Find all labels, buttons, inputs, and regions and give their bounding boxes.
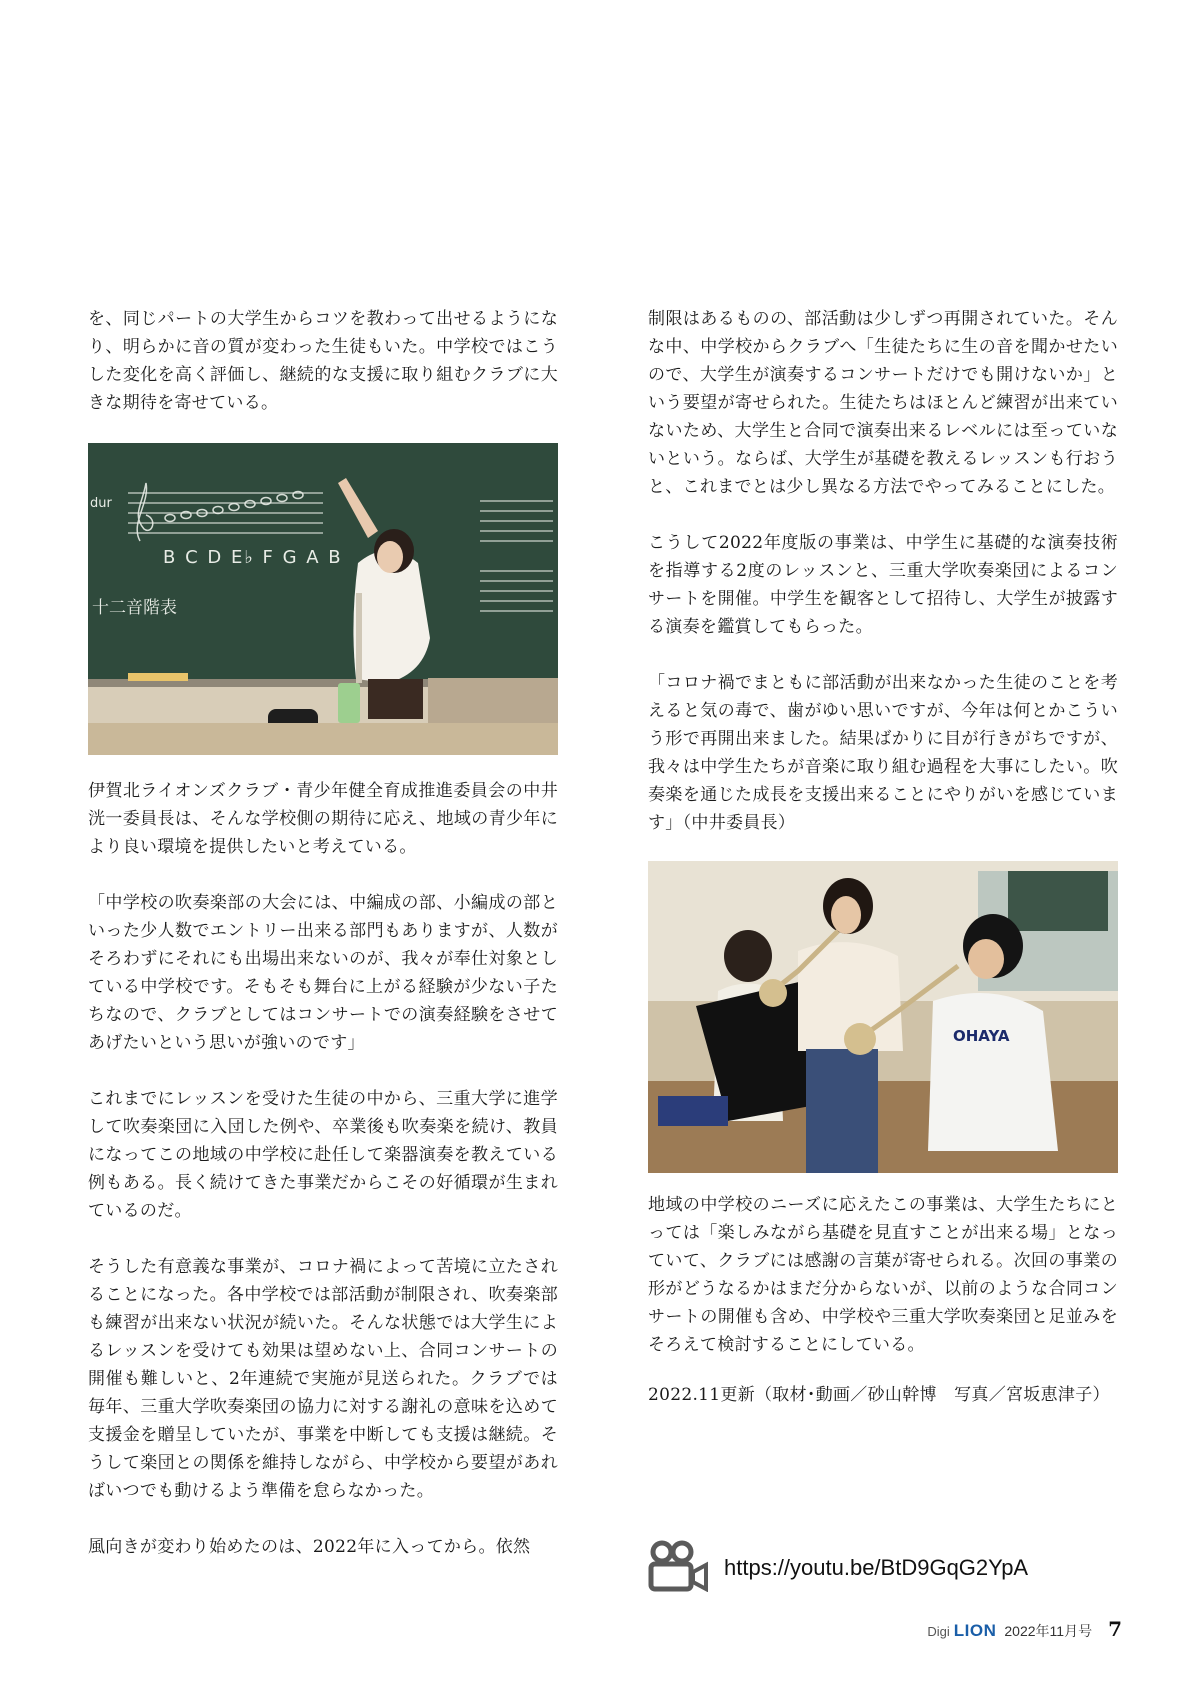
photo-blackboard-image [88,443,558,755]
issue-date: 2022年11月号 [1004,1623,1093,1639]
body-paragraph: これまでにレッスンを受けた生徒の中から、三重大学に進学して吹奏楽団に入団した例や、卒業後も吹奏楽を続け、教員になってこの地域の中学校に赴任して楽器演奏を教えている例もある。長く続けてきた事業だからこその好循環が生まれているのだ。 [88,1089,558,1221]
left-column [88,305,558,1561]
body-paragraph: そうした有意義な事業が、コロナ禍によって苦境に立たされることになった。各中学校では部活動が制限され、吹奏楽部も練習が出来ない状況が続いた。そんな状態では大学生によるレッスンを受けても効果は望めない上、合同コンサートの開催も難しいと、2年連続で実施が見送られた。クラブでは毎年、三重大学吹奏楽団の協力に対する謝礼の意味を込めて支援金を贈呈していたが、事業を中断しても支援は継続。そうして楽団との関係を維持しながら、中学校から要望があればいつでも動けるよう準備を怠らなかった。 [88,1257,558,1501]
right-column [648,305,1118,1409]
photo-blackboard-lesson [88,443,558,755]
credit-line: 2022.11更新（取材･動画／砂山幹博 写真／宮坂恵津子） [648,1385,1110,1405]
board-text-notes: B C D E♭ F G A B [163,547,343,568]
body-paragraph: 「コロナ禍でまともに部活動が出来なかった生徒のことを考えると気の毒で、歯がゆい思いですが、今年は何とかこういう形で再開出来ました。結果ばかりに目が行きがちですが、我々は中学生たちが音楽に取り組む過程を大事にしたい。吹奏楽を通じた成長を支援出来ることにやりがいを感じています」（中井委員長） [648,673,1118,833]
page-number: 7 [1108,1617,1122,1641]
page-footer [927,1617,1122,1641]
magazine-digi-label: Digi [927,1624,950,1639]
video-url-link[interactable]: https://youtu.be/BtD9GqG2YpA [724,1555,1029,1580]
drink-bottle [338,683,360,723]
shirt-text: OHAYA [953,1027,1010,1045]
video-camera-icon [648,1540,710,1596]
magazine-lion-logo: LION [953,1621,997,1640]
body-paragraph: こうして2022年度版の事業は、中学生に基礎的な演奏技術を指導する2度のレッスンと、三重大学吹奏楽団によるコンサートを開催。中学生を観客として招待し、大学生が披露する演奏を鑑賞してもらった。 [648,533,1118,637]
body-paragraph: を、同じパートの大学生からコツを教わって出せるようになり、明らかに音の質が変わった生徒もいた。中学校ではこうした変化を高く評価し、継続的な支援に取り組むクラブに大きな期待を寄せている。 [88,309,558,413]
board-text-scale: 十二音階表 [92,598,177,618]
body-paragraph: 「中学校の吹奏楽部の大会には、中編成の部、小編成の部といった少人数でエントリー出来る部門もありますが、人数がそろわずにそれにも出場出来ないのが、我々が奉仕対象としている中学校です。そもそも舞台に上がる経験が少ない子たちなので、クラブとしてはコンサートでの演奏経験をさせてあげたいという思いが強いのです」 [88,893,558,1053]
board-text-dur: dur [90,496,112,511]
video-link-row [648,1540,1028,1596]
body-paragraph: 伊賀北ライオンズクラブ・青少年健全育成推進委員会の中井洸一委員長は、そんな学校側の期待に応え、地域の青少年により良い環境を提供したいと考えている。 [88,781,558,857]
body-paragraph: 風向きが変わり始めたのは、2022年に入ってから。依然 [88,1537,531,1557]
body-paragraph: 地域の中学校のニーズに応えたこの事業は、大学生たちにとっては「楽しみながら基礎を見直すことが出来る場」となっていて、クラブには感謝の言葉が寄せられる。次回の事業の形がどうなるかはまだ分からないが、以前のような合同コンサートの開催も含め、中学校や三重大学吹奏楽団と足並みをそろえて検討することにしている。 [648,1195,1118,1355]
body-paragraph: 制限はあるものの、部活動は少しずつ再開されていた。そんな中、中学校からクラブへ「生徒たちに生の音を聞かせたいので、大学生が演奏するコンサートだけでも開けないか」という要望が寄せられた。生徒たちはほとんど練習が出来ていないため、大学生と合同で演奏出来るレベルには至っていないという。ならば、大学生が基礎を教えるレッスンも行おうと、これまでとは少し異なる方法でやってみることにした。 [648,309,1118,497]
photo-trumpet-image [648,861,1118,1173]
photo-trumpet-students [648,861,1118,1173]
